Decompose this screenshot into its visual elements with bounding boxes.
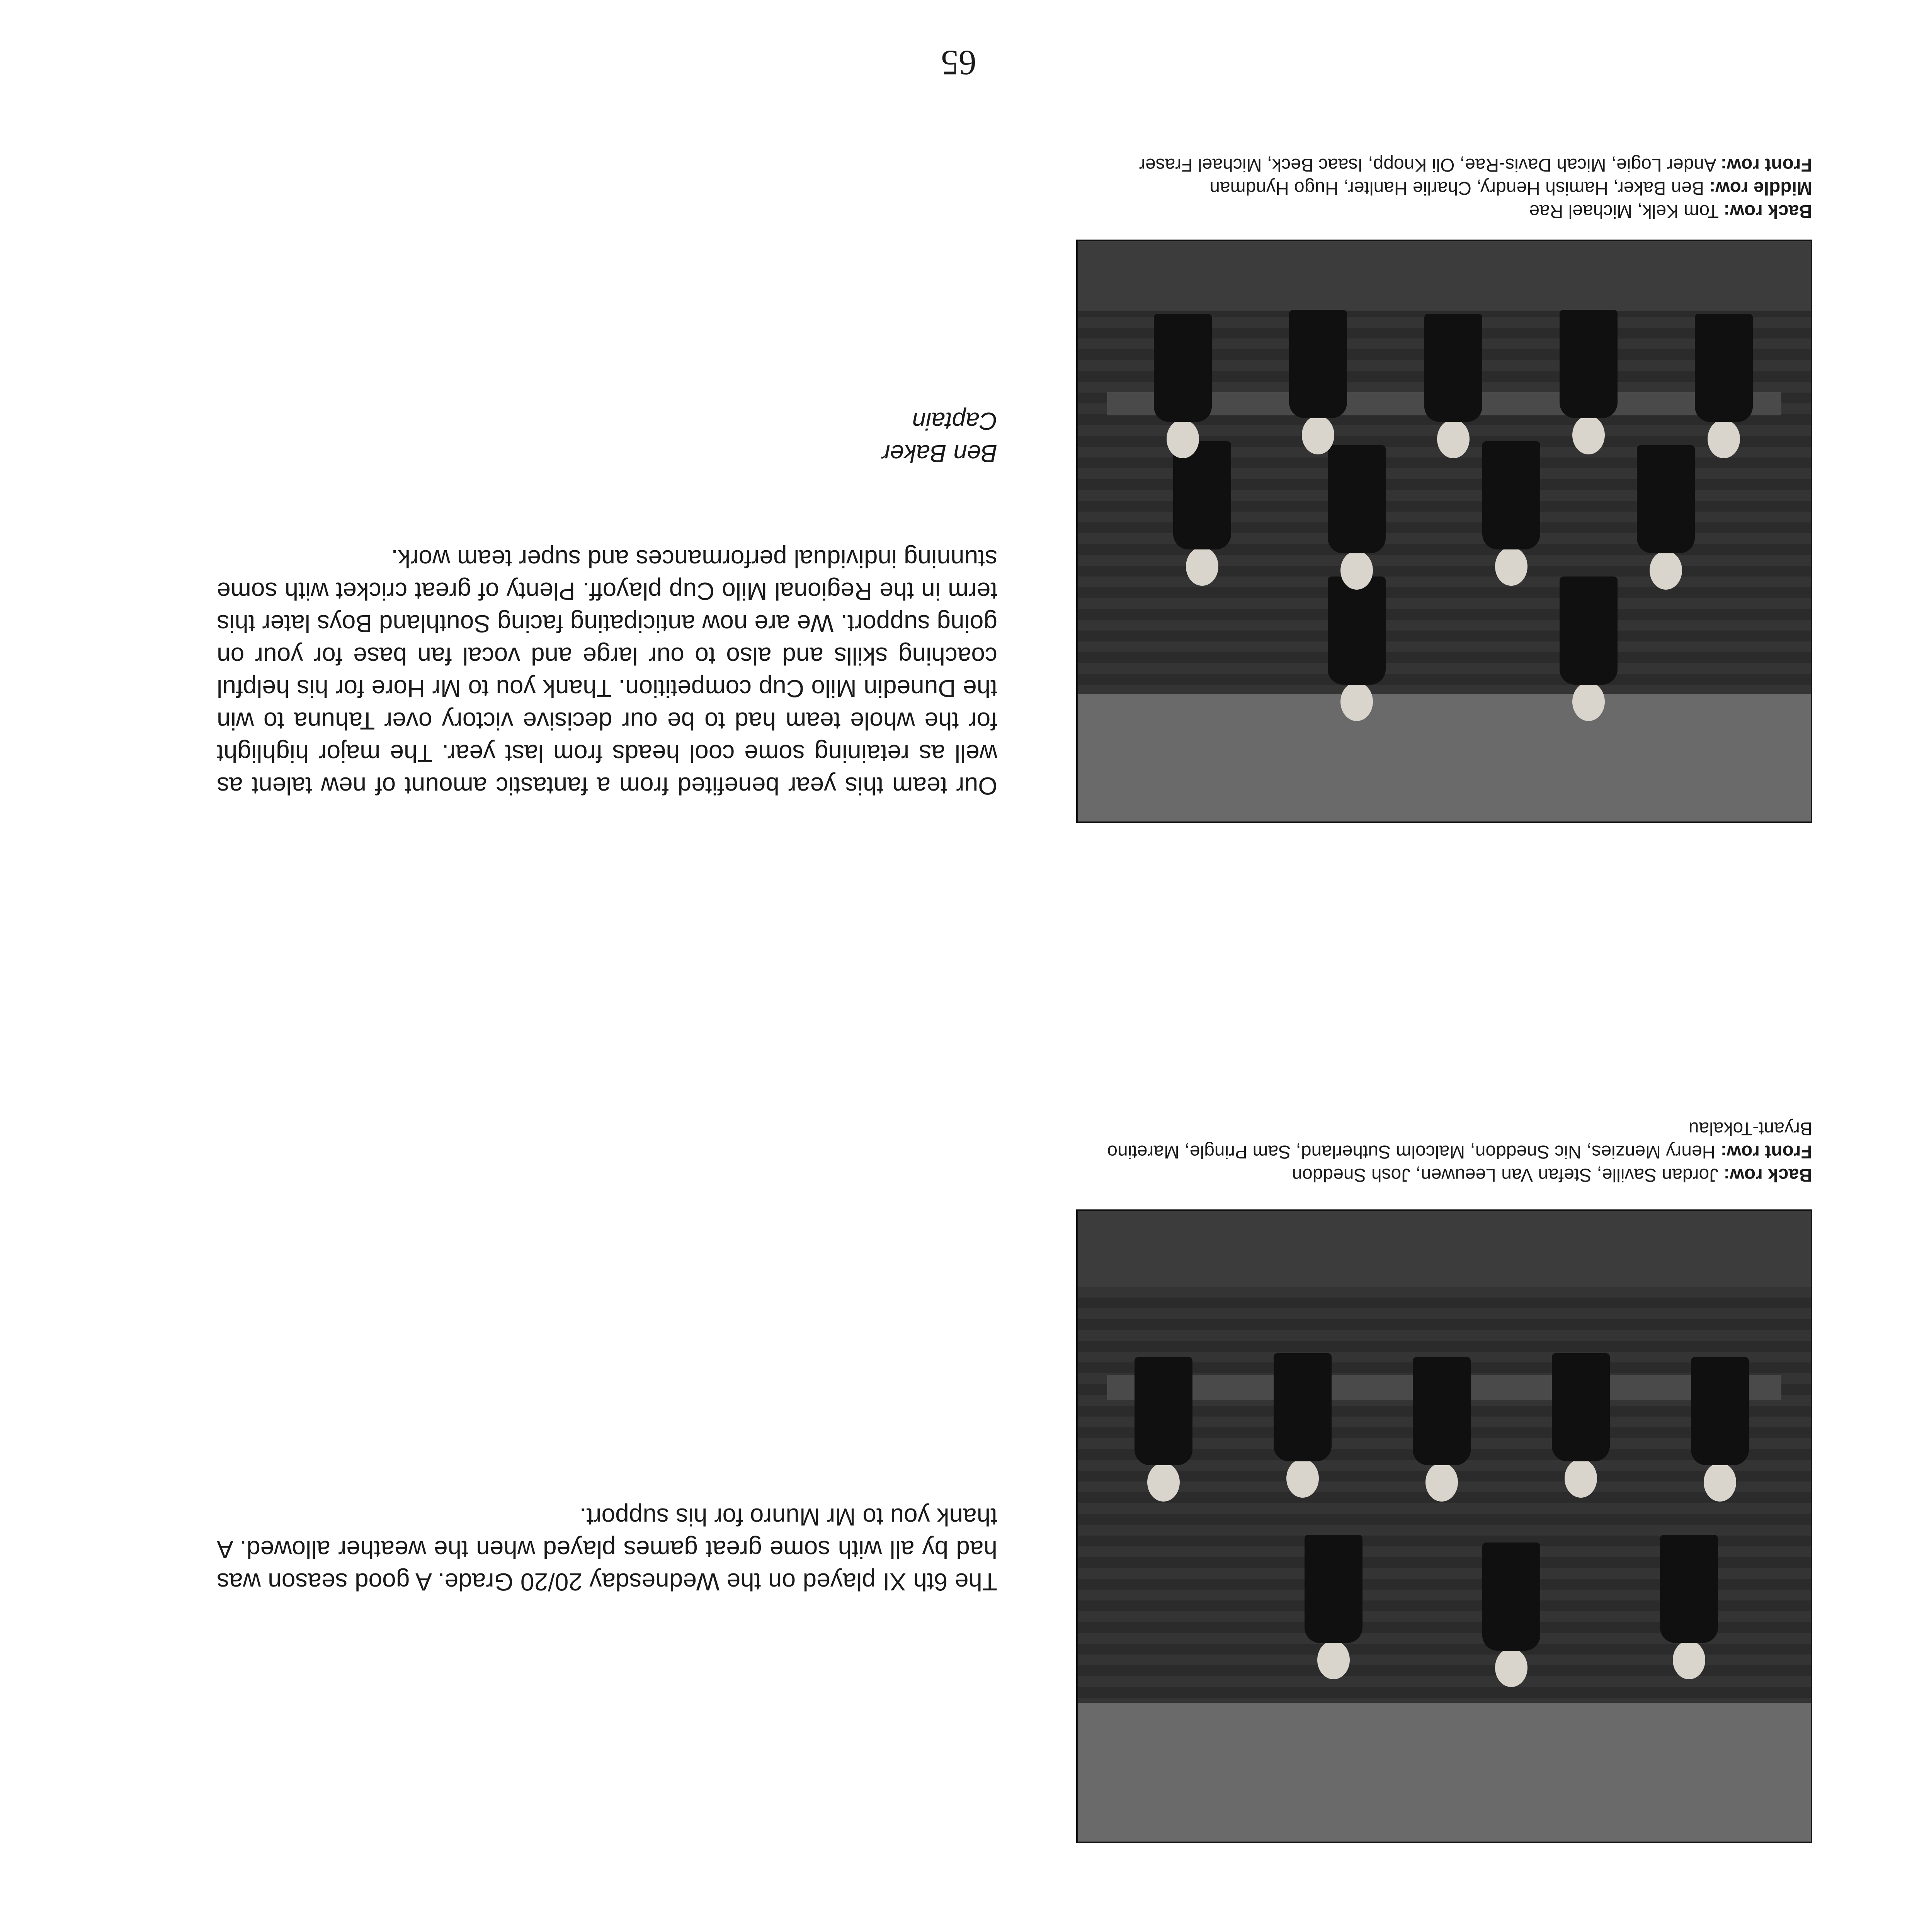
signature-milo-title: Captain (912, 407, 997, 435)
front-row-names-milo: Ander Logie, Micah Davis-Rae, Oli Knopp, Isaac Beck, Michael Fraser (1139, 155, 1717, 175)
signature-milo-name: Ben Baker (882, 440, 997, 468)
back-row-names-milo: Tom Kelk, Michael Rae (1529, 201, 1719, 221)
middle-row-label-milo: Middle row: (1709, 178, 1812, 198)
middle-row-names-milo: Ben Baker, Hamish Hendry, Charlie Hanlter, Hugo Hyndman (1209, 178, 1704, 198)
report-milo: Our team this year benefited from a fantastic amount of new talent as well as retaining some cool heads from last year. The major highlight for the whole team had to be our decisive victory over Tahuna to win the Dunedin Milo Cup competition. Thank you to Mr Hore for his helpful coaching skills and also to our large and vocal fan base for your on going support. We are now anticipating facing Southland Boys later this term in the Regional Milo Cup playoff. Plenty of great cricket with some stunning individual performances and super team work. (217, 545, 997, 800)
front-row-names-6th-xi: Henry Menzies, Nic Sneddon, Malcolm Sutherland, Sam Pringle, Maretino Bryant-Tokalau (1107, 1118, 1812, 1162)
team-photo-6th (1076, 1209, 1812, 1843)
back-row-label-6th-xi: Back row: (1723, 1165, 1812, 1185)
caption-6th (1074, 1117, 1812, 1186)
front-row-label-milo: Front row: (1720, 155, 1812, 175)
team-photo-milo (1076, 240, 1812, 823)
front-row-label-6th-xi: Front row: (1720, 1141, 1812, 1162)
page-number-label: 65 (941, 43, 976, 83)
caption-milo (1074, 153, 1812, 223)
report-6th: The 6th XI played on the Wednesday 20/20 Grade. A good season was had by all with some great games played when the weather allowed. A thank you to Mr Munro for his support. (217, 1503, 997, 1596)
back-row-names-6th-xi: Jordan Saville, Stefan Van Leeuwen, Josh Sneddon (1292, 1165, 1719, 1185)
back-row-label-milo: Back row: (1723, 201, 1812, 221)
